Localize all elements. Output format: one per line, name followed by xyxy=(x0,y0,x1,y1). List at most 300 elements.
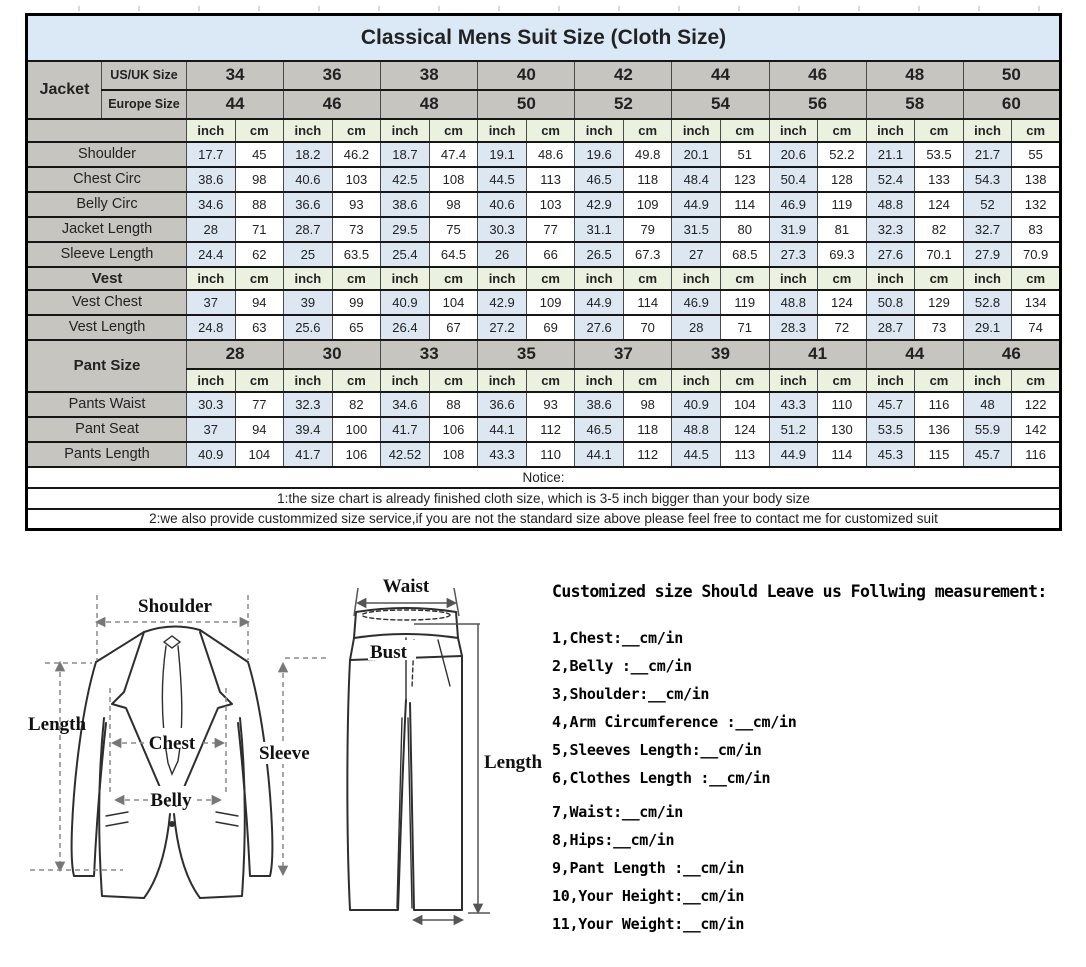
cm-value: 124 xyxy=(818,290,867,315)
cm-value: 67 xyxy=(429,315,478,340)
cm-value: 49.8 xyxy=(623,142,672,167)
inch-value: 20.1 xyxy=(672,142,721,167)
cm-value: 94 xyxy=(235,290,284,315)
unit-inch-header: inch xyxy=(381,119,430,142)
measurement-item: 9,Pant Length :__cm/in xyxy=(552,859,745,877)
measurement-item: 3,Shoulder:__cm/in xyxy=(552,685,710,703)
jacket-chest-label: Chest xyxy=(148,733,196,754)
cm-value: 93 xyxy=(332,192,381,217)
cm-value: 122 xyxy=(1012,392,1061,417)
inch-value: 42.52 xyxy=(381,442,430,467)
cm-value: 51 xyxy=(721,142,770,167)
cm-value: 68.5 xyxy=(721,242,770,267)
cm-value: 133 xyxy=(915,167,964,192)
cm-value: 46.2 xyxy=(332,142,381,167)
cm-value: 67.3 xyxy=(623,242,672,267)
cm-value: 79 xyxy=(623,217,672,242)
cm-value: 114 xyxy=(818,442,867,467)
cm-value: 129 xyxy=(915,290,964,315)
inch-value: 45.7 xyxy=(866,392,915,417)
jacket-row-label: Chest Circ xyxy=(27,167,187,192)
unit-cm-header: cm xyxy=(429,119,478,142)
inch-value: 17.7 xyxy=(187,142,236,167)
cm-value: 108 xyxy=(429,442,478,467)
measurement-item: 4,Arm Circumference :__cm/in xyxy=(552,713,797,731)
cm-value: 73 xyxy=(915,315,964,340)
pant-size-value: 28 xyxy=(187,340,284,369)
inch-value: 53.5 xyxy=(866,417,915,442)
inch-value: 42.5 xyxy=(381,167,430,192)
cm-value: 55 xyxy=(1012,142,1061,167)
cm-value: 73 xyxy=(332,217,381,242)
unit-cm-header: cm xyxy=(1012,369,1061,392)
unit-cm-header: cm xyxy=(818,369,867,392)
cm-value: 62 xyxy=(235,242,284,267)
inch-value: 28 xyxy=(672,315,721,340)
inch-value: 48.8 xyxy=(769,290,818,315)
inch-value: 32.3 xyxy=(866,217,915,242)
notice-heading: Notice: xyxy=(27,467,1061,488)
unit-cm-header: cm xyxy=(1012,119,1061,142)
pants-length-label: Length xyxy=(484,752,542,773)
jacket-length-label: Length xyxy=(28,714,87,735)
unit-inch-header: inch xyxy=(575,267,624,290)
unit-inch-header: inch xyxy=(284,369,333,392)
inch-value: 27 xyxy=(672,242,721,267)
inch-value: 18.2 xyxy=(284,142,333,167)
inch-value: 43.3 xyxy=(478,442,527,467)
pant-row-label: Pants Waist xyxy=(27,392,187,417)
inch-value: 21.1 xyxy=(866,142,915,167)
cm-value: 77 xyxy=(235,392,284,417)
jacket-row-label: Jacket Length xyxy=(27,217,187,242)
us-uk-size-value: 42 xyxy=(575,61,672,90)
unit-inch-header: inch xyxy=(672,267,721,290)
europe-size-label: Europe Size xyxy=(102,90,187,119)
inch-value: 26 xyxy=(478,242,527,267)
unit-inch-header: inch xyxy=(187,369,236,392)
inch-value: 25.6 xyxy=(284,315,333,340)
europe-size-value: 50 xyxy=(478,90,575,119)
unit-cm-header: cm xyxy=(721,369,770,392)
inch-value: 38.6 xyxy=(381,192,430,217)
inch-value: 39 xyxy=(284,290,333,315)
cm-value: 94 xyxy=(235,417,284,442)
unit-inch-header: inch xyxy=(672,369,721,392)
inch-value: 28.3 xyxy=(769,315,818,340)
inch-value: 20.6 xyxy=(769,142,818,167)
inch-value: 55.9 xyxy=(963,417,1012,442)
europe-size-value: 46 xyxy=(284,90,381,119)
jacket-row-label: Sleeve Length xyxy=(27,242,187,267)
unit-inch-header: inch xyxy=(769,267,818,290)
measurements-group-1 xyxy=(552,629,1072,787)
unit-cm-header: cm xyxy=(429,267,478,290)
cm-value: 116 xyxy=(915,392,964,417)
unit-inch-header: inch xyxy=(478,267,527,290)
unit-inch-header: inch xyxy=(575,369,624,392)
pant-size-value: 35 xyxy=(478,340,575,369)
unit-cm-header: cm xyxy=(429,369,478,392)
unit-inch-header: inch xyxy=(381,369,430,392)
inch-value: 39.4 xyxy=(284,417,333,442)
pants-measurement-diagram xyxy=(342,568,542,963)
inch-value: 31.1 xyxy=(575,217,624,242)
pant-size-value: 46 xyxy=(963,340,1060,369)
vest-row-label: Vest Chest xyxy=(27,290,187,315)
inch-value: 44.5 xyxy=(672,442,721,467)
us-uk-size-value: 44 xyxy=(672,61,769,90)
cm-value: 83 xyxy=(1012,217,1061,242)
unit-cm-header: cm xyxy=(623,369,672,392)
inch-value: 54.3 xyxy=(963,167,1012,192)
inch-value: 45.3 xyxy=(866,442,915,467)
cm-value: 88 xyxy=(235,192,284,217)
unit-cm-header: cm xyxy=(235,119,284,142)
cm-value: 80 xyxy=(721,217,770,242)
cm-value: 128 xyxy=(818,167,867,192)
unit-cm-header: cm xyxy=(332,267,381,290)
cm-value: 74 xyxy=(1012,315,1061,340)
inch-value: 42.9 xyxy=(478,290,527,315)
inch-value: 28 xyxy=(187,217,236,242)
inch-value: 37 xyxy=(187,290,236,315)
inch-value: 37 xyxy=(187,417,236,442)
europe-size-value: 58 xyxy=(866,90,963,119)
inch-value: 29.5 xyxy=(381,217,430,242)
jacket-row-label: Belly Circ xyxy=(27,192,187,217)
jacket-shoulder-label: Shoulder xyxy=(138,596,212,617)
cm-value: 103 xyxy=(526,192,575,217)
cm-value: 134 xyxy=(1012,290,1061,315)
jacket-sleeve-label: Sleeve xyxy=(259,743,310,764)
pant-size-value: 37 xyxy=(575,340,672,369)
inch-value: 44.5 xyxy=(478,167,527,192)
unit-cm-header: cm xyxy=(623,119,672,142)
jacket-row-label: Shoulder xyxy=(27,142,187,167)
inch-value: 28.7 xyxy=(284,217,333,242)
cm-value: 106 xyxy=(429,417,478,442)
unit-inch-header: inch xyxy=(963,369,1012,392)
inch-value: 40.9 xyxy=(187,442,236,467)
inch-value: 46.9 xyxy=(672,290,721,315)
unit-inch-header: inch xyxy=(866,267,915,290)
us-uk-size-value: 48 xyxy=(866,61,963,90)
unit-cm-header: cm xyxy=(235,267,284,290)
inch-value: 44.9 xyxy=(575,290,624,315)
inch-value: 40.9 xyxy=(381,290,430,315)
unit-inch-header: inch xyxy=(478,119,527,142)
inch-value: 24.4 xyxy=(187,242,236,267)
cm-value: 65 xyxy=(332,315,381,340)
unit-cm-header: cm xyxy=(332,119,381,142)
unit-cm-header: cm xyxy=(915,119,964,142)
unit-cm-header: cm xyxy=(818,267,867,290)
jacket-units-spacer xyxy=(27,119,187,142)
cm-value: 130 xyxy=(818,417,867,442)
inch-value: 36.6 xyxy=(284,192,333,217)
inch-value: 30.3 xyxy=(478,217,527,242)
inch-value: 19.1 xyxy=(478,142,527,167)
cm-value: 106 xyxy=(332,442,381,467)
cm-value: 70 xyxy=(623,315,672,340)
cm-value: 109 xyxy=(623,192,672,217)
inch-value: 43.3 xyxy=(769,392,818,417)
inch-value: 41.7 xyxy=(381,417,430,442)
inch-value: 28.7 xyxy=(866,315,915,340)
cm-value: 118 xyxy=(623,167,672,192)
measurement-item: 5,Sleeves Length:__cm/in xyxy=(552,741,762,759)
inch-value: 19.6 xyxy=(575,142,624,167)
cm-value: 104 xyxy=(429,290,478,315)
unit-cm-header: cm xyxy=(721,267,770,290)
inch-value: 36.6 xyxy=(478,392,527,417)
inch-value: 48.8 xyxy=(672,417,721,442)
cm-value: 104 xyxy=(235,442,284,467)
inch-value: 40.9 xyxy=(672,392,721,417)
cm-value: 123 xyxy=(721,167,770,192)
cm-value: 119 xyxy=(721,290,770,315)
notice-line-2: 2:we also provide custommized size service,if you are not the standard size above please feel free to contact me for customized suit xyxy=(27,509,1061,530)
inch-value: 34.6 xyxy=(381,392,430,417)
europe-size-value: 48 xyxy=(381,90,478,119)
inch-value: 26.5 xyxy=(575,242,624,267)
measurements-title: Customized size Should Leave us Follwing measurement: xyxy=(552,582,1047,601)
unit-inch-header: inch xyxy=(769,369,818,392)
cm-value: 93 xyxy=(526,392,575,417)
unit-inch-header: inch xyxy=(284,119,333,142)
cm-value: 66 xyxy=(526,242,575,267)
inch-value: 27.9 xyxy=(963,242,1012,267)
inch-value: 41.7 xyxy=(284,442,333,467)
measurement-item: 6,Clothes Length :__cm/in xyxy=(552,769,771,787)
table-title: Classical Mens Suit Size (Cloth Size) xyxy=(27,15,1061,61)
pants-waist-label: Waist xyxy=(382,576,430,597)
inch-value: 25 xyxy=(284,242,333,267)
us-uk-size-value: 46 xyxy=(769,61,866,90)
cm-value: 98 xyxy=(235,167,284,192)
spreadsheet-tick-marks xyxy=(20,6,1066,11)
cm-value: 53.5 xyxy=(915,142,964,167)
unit-inch-header: inch xyxy=(381,267,430,290)
unit-cm-header: cm xyxy=(332,369,381,392)
cm-value: 104 xyxy=(721,392,770,417)
unit-cm-header: cm xyxy=(526,267,575,290)
cm-value: 109 xyxy=(526,290,575,315)
us-uk-size-value: 40 xyxy=(478,61,575,90)
cm-value: 103 xyxy=(332,167,381,192)
cm-value: 98 xyxy=(429,192,478,217)
cm-value: 110 xyxy=(526,442,575,467)
cm-value: 70.9 xyxy=(1012,242,1061,267)
inch-value: 48.8 xyxy=(866,192,915,217)
cm-value: 100 xyxy=(332,417,381,442)
pant-size-section-label: Pant Size xyxy=(27,340,187,392)
cm-value: 114 xyxy=(721,192,770,217)
inch-value: 27.2 xyxy=(478,315,527,340)
cm-value: 136 xyxy=(915,417,964,442)
europe-size-value: 52 xyxy=(575,90,672,119)
cm-value: 110 xyxy=(818,392,867,417)
unit-cm-header: cm xyxy=(915,267,964,290)
cm-value: 82 xyxy=(332,392,381,417)
pants-bust-label: Bust xyxy=(370,642,407,663)
inch-value: 50.4 xyxy=(769,167,818,192)
size-chart-table xyxy=(25,13,1062,531)
measurements-group-2 xyxy=(552,803,1072,933)
unit-inch-header: inch xyxy=(963,119,1012,142)
cm-value: 138 xyxy=(1012,167,1061,192)
europe-size-value: 44 xyxy=(187,90,284,119)
cm-value: 82 xyxy=(915,217,964,242)
inch-value: 25.4 xyxy=(381,242,430,267)
inch-value: 34.6 xyxy=(187,192,236,217)
us-uk-size-value: 34 xyxy=(187,61,284,90)
cm-value: 47.4 xyxy=(429,142,478,167)
cm-value: 72 xyxy=(818,315,867,340)
unit-inch-header: inch xyxy=(769,119,818,142)
cm-value: 77 xyxy=(526,217,575,242)
inch-value: 51.2 xyxy=(769,417,818,442)
unit-inch-header: inch xyxy=(187,119,236,142)
europe-size-value: 56 xyxy=(769,90,866,119)
unit-cm-header: cm xyxy=(235,369,284,392)
jacket-belly-label: Belly xyxy=(150,790,192,811)
inch-value: 46.5 xyxy=(575,417,624,442)
inch-value: 40.6 xyxy=(284,167,333,192)
pant-size-value: 30 xyxy=(284,340,381,369)
pant-size-value: 39 xyxy=(672,340,769,369)
unit-inch-header: inch xyxy=(866,369,915,392)
unit-inch-header: inch xyxy=(478,369,527,392)
unit-cm-header: cm xyxy=(818,119,867,142)
inch-value: 46.9 xyxy=(769,192,818,217)
cm-value: 115 xyxy=(915,442,964,467)
pant-size-value: 44 xyxy=(866,340,963,369)
cm-value: 64.5 xyxy=(429,242,478,267)
cm-value: 88 xyxy=(429,392,478,417)
unit-cm-header: cm xyxy=(915,369,964,392)
cm-value: 52.2 xyxy=(818,142,867,167)
inch-value: 27.6 xyxy=(866,242,915,267)
inch-value: 31.5 xyxy=(672,217,721,242)
pant-size-value: 33 xyxy=(381,340,478,369)
measurement-item: 10,Your Height:__cm/in xyxy=(552,887,745,905)
inch-value: 32.3 xyxy=(284,392,333,417)
cm-value: 119 xyxy=(818,192,867,217)
cm-value: 48.6 xyxy=(526,142,575,167)
inch-value: 44.1 xyxy=(575,442,624,467)
inch-value: 27.6 xyxy=(575,315,624,340)
inch-value: 44.9 xyxy=(672,192,721,217)
inch-value: 27.3 xyxy=(769,242,818,267)
pant-row-label: Pant Seat xyxy=(27,417,187,442)
cm-value: 114 xyxy=(623,290,672,315)
inch-value: 52.4 xyxy=(866,167,915,192)
jacket-section-label: Jacket xyxy=(27,61,102,119)
unit-inch-header: inch xyxy=(284,267,333,290)
cm-value: 63 xyxy=(235,315,284,340)
unit-cm-header: cm xyxy=(526,369,575,392)
unit-inch-header: inch xyxy=(187,267,236,290)
jacket-measurement-diagram xyxy=(28,578,348,948)
measurement-item: 8,Hips:__cm/in xyxy=(552,831,675,849)
measurement-item: 7,Waist:__cm/in xyxy=(552,803,683,821)
cm-value: 98 xyxy=(623,392,672,417)
cm-value: 113 xyxy=(526,167,575,192)
jacket-outline xyxy=(72,626,273,898)
unit-cm-header: cm xyxy=(721,119,770,142)
unit-cm-header: cm xyxy=(526,119,575,142)
inch-value: 48.4 xyxy=(672,167,721,192)
cm-value: 142 xyxy=(1012,417,1061,442)
inch-value: 52 xyxy=(963,192,1012,217)
inch-value: 31.9 xyxy=(769,217,818,242)
vest-row-label: Vest Length xyxy=(27,315,187,340)
us-uk-size-value: 38 xyxy=(381,61,478,90)
pant-row-label: Pants Length xyxy=(27,442,187,467)
cm-value: 132 xyxy=(1012,192,1061,217)
inch-value: 52.8 xyxy=(963,290,1012,315)
measurement-item: 2,Belly :__cm/in xyxy=(552,657,692,675)
inch-value: 21.7 xyxy=(963,142,1012,167)
unit-inch-header: inch xyxy=(672,119,721,142)
customized-measurements-block xyxy=(552,582,1072,933)
pants-measure-lines xyxy=(354,588,490,920)
cm-value: 71 xyxy=(721,315,770,340)
cm-value: 124 xyxy=(915,192,964,217)
us-uk-size-value: 50 xyxy=(963,61,1060,90)
inch-value: 44.1 xyxy=(478,417,527,442)
us-uk-size-label: US/UK Size xyxy=(102,61,187,90)
inch-value: 42.9 xyxy=(575,192,624,217)
cm-value: 81 xyxy=(818,217,867,242)
inch-value: 46.5 xyxy=(575,167,624,192)
cm-value: 112 xyxy=(623,442,672,467)
vest-section-label: Vest xyxy=(27,267,187,290)
inch-value: 29.1 xyxy=(963,315,1012,340)
inch-value: 32.7 xyxy=(963,217,1012,242)
cm-value: 70.1 xyxy=(915,242,964,267)
cm-value: 113 xyxy=(721,442,770,467)
europe-size-value: 54 xyxy=(672,90,769,119)
cm-value: 108 xyxy=(429,167,478,192)
unit-cm-header: cm xyxy=(623,267,672,290)
inch-value: 48 xyxy=(963,392,1012,417)
inch-value: 30.3 xyxy=(187,392,236,417)
cm-value: 63.5 xyxy=(332,242,381,267)
unit-inch-header: inch xyxy=(866,119,915,142)
europe-size-value: 60 xyxy=(963,90,1060,119)
inch-value: 18.7 xyxy=(381,142,430,167)
measurement-item: 11,Your Weight:__cm/in xyxy=(552,915,745,933)
cm-value: 116 xyxy=(1012,442,1061,467)
unit-cm-header: cm xyxy=(1012,267,1061,290)
inch-value: 44.9 xyxy=(769,442,818,467)
pant-size-value: 41 xyxy=(769,340,866,369)
cm-value: 118 xyxy=(623,417,672,442)
inch-value: 38.6 xyxy=(187,167,236,192)
cm-value: 71 xyxy=(235,217,284,242)
inch-value: 24.8 xyxy=(187,315,236,340)
inch-value: 40.6 xyxy=(478,192,527,217)
cm-value: 69 xyxy=(526,315,575,340)
inch-value: 38.6 xyxy=(575,392,624,417)
inch-value: 50.8 xyxy=(866,290,915,315)
unit-inch-header: inch xyxy=(575,119,624,142)
inch-value: 26.4 xyxy=(381,315,430,340)
notice-line-1: 1:the size chart is already finished cloth size, which is 3-5 inch bigger than your body size xyxy=(27,488,1061,509)
